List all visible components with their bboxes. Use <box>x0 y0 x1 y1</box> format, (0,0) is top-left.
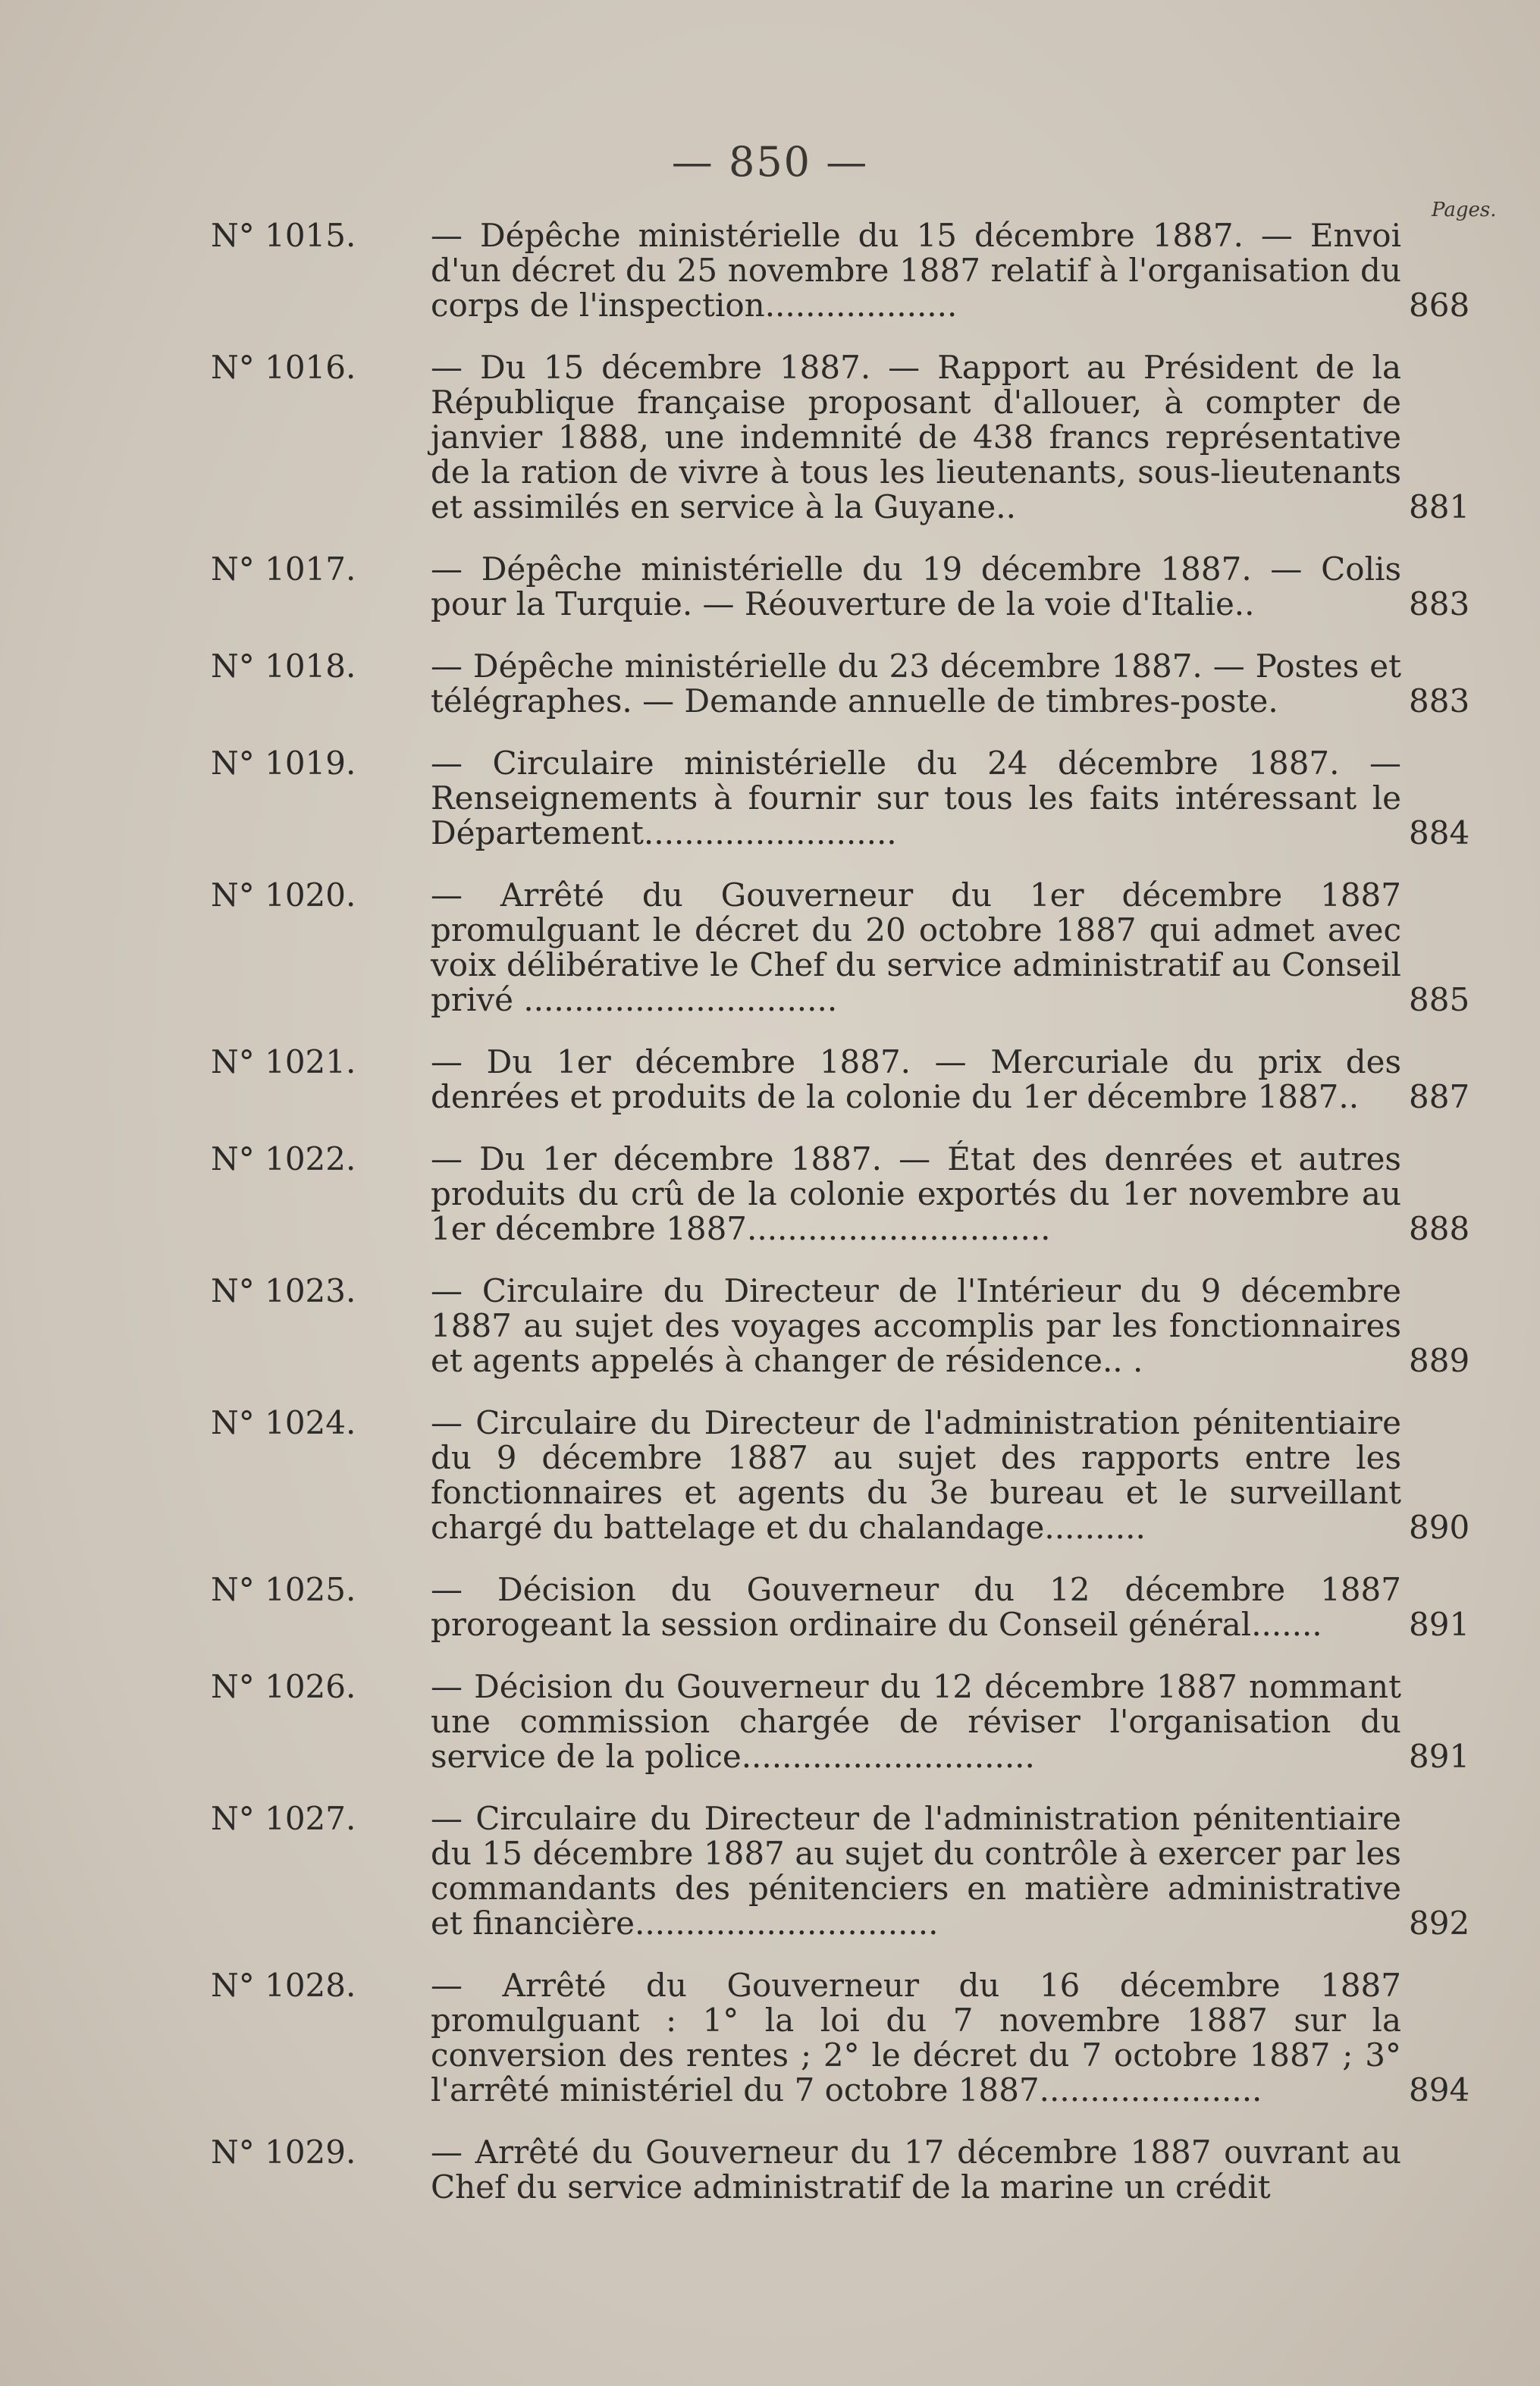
entry-text: — Décision du Gouverneur du 12 décembre 1887 nommant une commission chargée de réviser l'organisation du service de la police............................. <box>431 1668 1401 1775</box>
entry-page: 884 <box>1409 814 1470 851</box>
entry-number: N° 1027. <box>211 1800 356 1837</box>
entry-1019 <box>211 746 1469 851</box>
entry-page: 891 <box>1409 1606 1470 1643</box>
entry-number: N° 1017. <box>211 550 356 588</box>
entry-1024 <box>211 1406 1469 1545</box>
entry-text: — Dépêche ministérielle du 23 décembre 1887. — Postes et télégraphes. — Demande annuelle de timbres-poste. <box>431 647 1401 720</box>
entry-text: — Arrêté du Gouverneur du 16 décembre 1887 promulguant : 1° la loi du 7 novembre 1887 sur la conversion des rentes ; 2° le décret du 7 octobre 1887 ; 3° l'arrêté ministériel du 7 octobre 1887...................... <box>431 1967 1401 2109</box>
entry-text: — Circulaire du Directeur de l'administration pénitentiaire du 9 décembre 1887 au sujet des rapports entre les fonctionnaires et agents du 3e bureau et le surveillant chargé du battelage et du chalandage.......... <box>431 1404 1401 1546</box>
entry-1027 <box>211 1801 1469 1941</box>
entry-page: 883 <box>1409 682 1470 720</box>
entry-number: N° 1018. <box>211 647 356 685</box>
entry-1025 <box>211 1572 1469 1642</box>
entry-1018 <box>211 649 1469 719</box>
entry-1028 <box>211 1968 1469 2108</box>
entry-number: N° 1023. <box>211 1272 356 1309</box>
entry-1022 <box>211 1142 1469 1246</box>
entry-number: N° 1022. <box>211 1140 356 1177</box>
entry-text: — Circulaire du Directeur de l'Intérieur du 9 décembre 1887 au sujet des voyages accomplis par les fonctionnaires et agents appelés à changer de résidence.. . <box>431 1272 1401 1379</box>
entry-page: 883 <box>1409 585 1470 622</box>
entry-page: 892 <box>1409 1905 1470 1942</box>
entry-1026 <box>211 1670 1469 1774</box>
entry-1017 <box>211 552 1469 622</box>
entry-number: N° 1020. <box>211 876 356 914</box>
entry-number: N° 1016. <box>211 349 356 386</box>
entry-page: 881 <box>1409 488 1470 525</box>
entry-text: — Dépêche ministérielle du 19 décembre 1887. — Colis pour la Turquie. — Réouverture de la voie d'Italie.. <box>431 550 1401 622</box>
entry-list <box>211 218 1469 2232</box>
entry-page: 894 <box>1409 2071 1470 2109</box>
entry-text: — Circulaire ministérielle du 24 décembre 1887. — Renseignements à fournir sur tous les faits intéressant le Département......................... <box>431 745 1401 851</box>
entry-1020 <box>211 878 1469 1017</box>
entry-number: N° 1029. <box>211 2134 356 2171</box>
entry-number: N° 1028. <box>211 1967 356 2004</box>
entry-1016 <box>211 350 1469 525</box>
entry-text: — Du 15 décembre 1887. — Rapport au Président de la République française proposant d'allouer, à compter de janvier 1888, une indemnité de 438 francs représentative de la ration de vivre à tous les lieutenants, sous-lieutenants et assimilés en service à la Guyane.. <box>431 349 1401 525</box>
entry-page: 889 <box>1409 1342 1470 1379</box>
page-number: — 850 — <box>671 138 869 186</box>
entry-1023 <box>211 1274 1469 1378</box>
entry-number: N° 1015. <box>211 217 356 254</box>
entry-number: N° 1019. <box>211 745 356 782</box>
entry-number: N° 1024. <box>211 1404 356 1441</box>
entry-page: 868 <box>1409 287 1470 324</box>
entry-number: N° 1025. <box>211 1571 356 1608</box>
entry-page: 891 <box>1409 1738 1470 1775</box>
entry-text: — Du 1er décembre 1887. — Mercuriale du prix des denrées et produits de la colonie du 1er décembre 1887.. <box>431 1043 1401 1115</box>
entry-page: 887 <box>1409 1078 1470 1115</box>
entry-text: — Arrêté du Gouverneur du 17 décembre 1887 ouvrant au Chef du service administratif de la marine un crédit <box>431 2134 1401 2206</box>
entry-number: N° 1026. <box>211 1668 356 1705</box>
entry-text: — Décision du Gouverneur du 12 décembre 1887 prorogeant la session ordinaire du Conseil général....... <box>431 1571 1401 1643</box>
entry-page: 890 <box>1409 1509 1470 1546</box>
entry-text: — Du 1er décembre 1887. — État des denrées et autres produits du crû de la colonie exportés du 1er novembre au 1er décembre 1887.............................. <box>431 1140 1401 1247</box>
entry-page: 888 <box>1409 1210 1470 1247</box>
entry-page: 885 <box>1409 981 1470 1018</box>
entry-1021 <box>211 1045 1469 1115</box>
entry-text: — Dépêche ministérielle du 15 décembre 1887. — Envoi d'un décret du 25 novembre 1887 relatif à l'organisation du corps de l'inspection................... <box>431 217 1401 324</box>
entry-1029 <box>211 2135 1469 2205</box>
entry-number: N° 1021. <box>211 1043 356 1080</box>
entry-1015 <box>211 218 1469 323</box>
entry-text: — Arrêté du Gouverneur du 1er décembre 1887 promulguant le décret du 20 octobre 1887 qui admet avec voix délibérative le Chef du service administratif au Conseil privé ............................... <box>431 876 1401 1018</box>
entry-text: — Circulaire du Directeur de l'administration pénitentiaire du 15 décembre 1887 au sujet du contrôle à exercer par les commandants des pénitenciers en matière administrative et financière.............................. <box>431 1800 1401 1942</box>
pages-column-heading: Pages. <box>1432 199 1497 221</box>
